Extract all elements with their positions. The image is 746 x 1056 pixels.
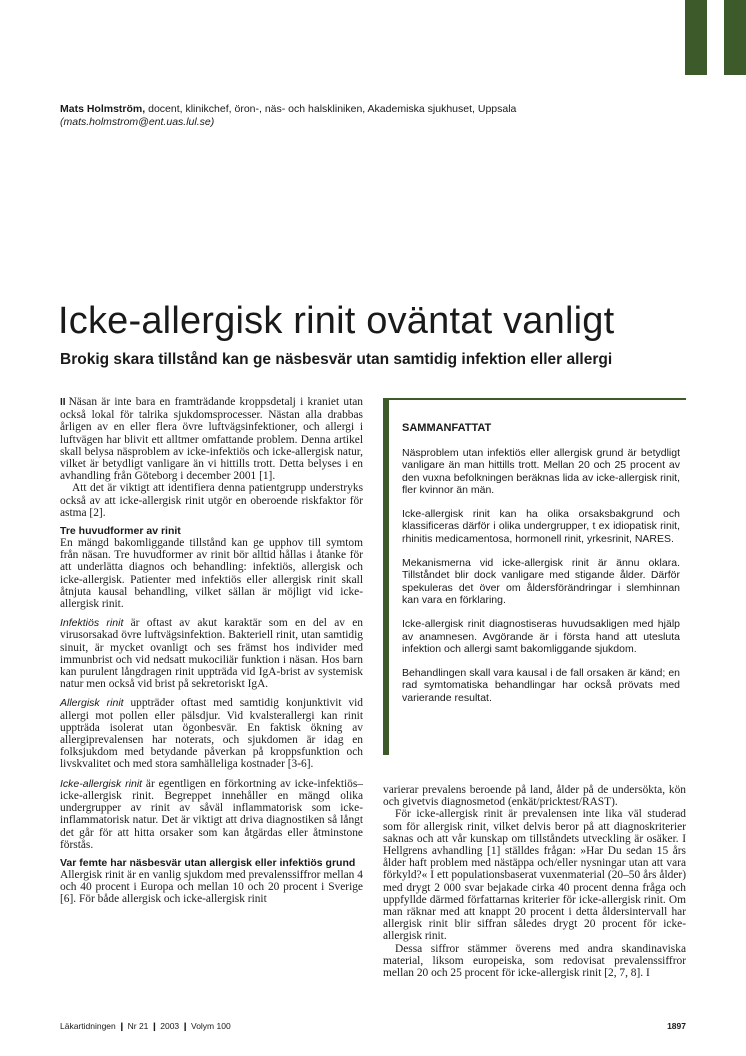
body-column-right xyxy=(383,784,686,979)
summary-paragraph: Näsproblem utan infektiös eller allergisk grund är betydligt vanligare än man hittills trott. Mellan 20 och 25 procent av den vuxna befolkningen beräknas lida av icke-allergisk rinit, fler kvinnor än män. xyxy=(402,447,680,496)
author-block xyxy=(60,103,690,129)
article-subtitle: Brokig skara tillstånd kan ge näsbesvär utan samtidig infektion eller allergi xyxy=(60,351,613,368)
body-paragraph: Infektiös rinit är oftast av akut karaktär som en del av en virusorsakad övre luftvägsinfektion. Bakteriell rinit, utan samtidig sinuit, är mycket ovanligt och ses främst hos individer med immunbrist och vid nedsatt mukociliär funktion i näsan. Hos barn kan purulent långdragen rinit uppträda vid IgA-brist av systemisk natur men också vid brist på sekretoriskt IgA. xyxy=(60,617,363,691)
page-number: 1897 xyxy=(667,1021,686,1031)
body-column-left xyxy=(60,396,363,906)
author-affiliation: docent, klinikchef, öron-, näs- och halskliniken, Akademiska sjukhuset, Uppsala xyxy=(148,103,517,115)
body-paragraph: Att det är viktigt att identifiera denna patientgrupp understryks också av att icke-allergisk rinit utgör en oberoende riskfaktor för astma [2]. xyxy=(60,482,363,519)
summary-paragraph: Icke-allergisk rinit diagnostiseras huvudsakligen med hjälp av anamnesen. Avgörande är i första hand att utesluta infektion och allergi samt bakomliggande sjukdom. xyxy=(402,618,680,655)
author-name: Mats Holmström, xyxy=(60,103,146,115)
article-title: Icke-allergisk rinit oväntat vanligt xyxy=(58,300,615,342)
term: Allergisk rinit xyxy=(60,697,124,710)
author-email: (mats.holmstrom@ent.uas.lul.se) xyxy=(60,116,215,128)
body-paragraph: Allergisk rinit är en vanlig sjukdom med prevalenssiffror mellan 4 och 40 procent i Europa och mellan 10 och 20 procent i Sverige [6]. För både allergisk och icke-allergisk rinit xyxy=(60,868,363,906)
summary-paragraph: Mekanismerna vid icke-allergisk rinit är ännu oklara. Tillståndet blir dock vanligare med stigande ålder. Därför spekuleras det över om åldersförändringar i slemhinnan kan vara en förklaring. xyxy=(402,557,680,606)
summary-box xyxy=(383,398,686,755)
term: Infektiös rinit xyxy=(60,617,124,630)
footer-journal-info: Läkartidningen ❙ Nr 21 ❙ 2003 ❙ Volym 100 xyxy=(60,1021,231,1031)
summary-paragraph: Behandlingen skall vara kausal i de fall orsaken är känd; en rad symtomatiska behandlingar har också prövats med varierande resultat. xyxy=(402,667,680,704)
body-paragraph: För icke-allergisk rinit är prevalensen inte lika väl studerad som för allergisk rinit, vilket delvis beror på att diagnoskriterier saknas och att vår kunskap om tillståndets utveckling är osäker. I Hellgrens avhandling [1] ställdes frågan: »Har Du sedan 15 års ålder haft problem med nästäppa och/eller nysningar utan att vara förkyld?« I ett populationsbaserat vuxenmaterial (20–50 års ålder) med drygt 2 000 svar bejakade cirka 40 procent denna fråga och uppfyllde därmed författarnas kriterier för icke-allergisk rinit. Om man räknar med att knappt 20 procent i detta åldersintervall har allergisk rinit blir siffran således drygt 20 procent för icke-allergisk rinit. xyxy=(383,808,686,943)
section-heading: Tre huvudformer av rinit xyxy=(60,525,181,538)
section-heading: Var femte har näsbesvär utan allergisk eller infektiös grund xyxy=(60,856,356,869)
body-paragraph: Dessa siffror stämmer överens med andra skandinaviska material, liksom europeiska, som redovisat prevalenssiffror mellan 20 och 25 procent för icke-allergisk rinit [2, 7, 8]. I xyxy=(383,942,686,980)
term: Icke-allergisk rinit xyxy=(60,777,143,790)
summary-content xyxy=(402,422,680,716)
section-marker: II xyxy=(60,397,66,408)
summary-top-rule xyxy=(383,398,686,400)
body-paragraph: II Näsan är inte bara en framträdande kroppsdetalj i kraniet utan också lokal för talrika sjukdomsprocesser. Nästan alla drabbas årligen av en eller flera övre luftvägsinfektioner, och allergi i luftvägen har blivit ett alltmer omfattande problem. Denna artikel skall belysa näsproblem av icke-infektiös och icke-allergisk natur, vilket är betydligt vanligare än vi hittills trott. Detta belyses i en avhandling från Göteborg i december 2001 [1]. xyxy=(60,396,363,483)
body-paragraph: Icke-allergisk rinit är egentligen en förkortning av icke-infektiös–icke-allergisk rinit. Begreppet innehåller en mängd olika undergrupper av rinit av såväl inflammatorisk som icke-inflammatorisk natur. Det är viktigt att driva diagnostiken så långt det går för att hitta orsaker som kan åtgärdas eller åtminstone förstås. xyxy=(60,777,363,851)
body-paragraph: En mängd bakomliggande tillstånd kan ge upphov till symtom från näsan. Tre huvudformer av rinit bör alltid hållas i åtanke för att underlätta diagnos och behandling: infektiös, allergisk och icke-allergisk. Patienter med infektiös eller allergisk rinit skall åtnjuta kausal behandling, vilket sällan är möjligt vid icke-allergisk rinit. xyxy=(60,537,363,611)
decorative-bar-left xyxy=(685,0,707,75)
body-paragraph: varierar prevalens beroende på land, ålder på de undersökta, kön och givetvis diagnosmetod (enkät/pricktest/RAST). xyxy=(383,784,686,809)
summary-side-bar xyxy=(383,398,389,755)
body-paragraph: Allergisk rinit uppträder oftast med samtidig konjunktivit vid allergi mot pollen eller pälsdjur. Vid kvalsterallergi kan rinit uppträda isolerat utan ögonbesvär. En faktisk ökning av allergiprevalensen har noterats, och sjukdomen är idag en folksjukdom med betydande påverkan på kroppsfunktion och livskvalitet och med stora samhälleliga kostnader [3-6]. xyxy=(60,697,363,771)
summary-heading: SAMMANFATTAT xyxy=(402,422,492,434)
decorative-bar-right xyxy=(724,0,746,75)
summary-paragraph: Icke-allergisk rinit kan ha olika orsaksbakgrund och klassificeras därför i olika undergrupper, t ex idiopatisk rinit, rhinitis medicamentosa, hormonell rinit, yrkesrinit, NARES. xyxy=(402,508,680,545)
